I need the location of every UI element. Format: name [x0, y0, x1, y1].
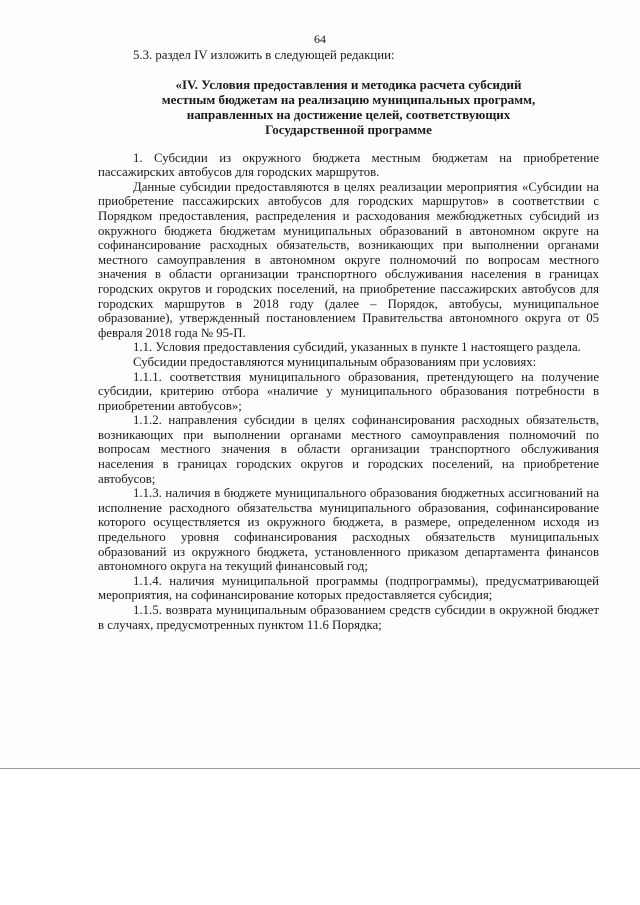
intro-line: 5.3. раздел IV изложить в следующей редакции:: [133, 48, 395, 62]
paragraph-1-1-5: 1.1.5. возврата муниципальным образованием средств субсидии в окружной бюджет в случаях, предусмотренных пунктом 11.6 Порядка;: [98, 603, 599, 632]
section-title-line: местным бюджетам на реализацию муниципальных программ,: [161, 91, 536, 107]
section-title-line: Государственной программе: [265, 121, 432, 137]
section-title-line: «IV. Условия предоставления и методика расчета субсидий: [175, 76, 522, 92]
paragraph-conditions: Субсидии предоставляются муниципальным образованиям при условиях:: [133, 354, 537, 369]
page-number: 64: [314, 32, 326, 46]
document-body: [98, 48, 599, 632]
paragraph-subsidy-purpose: Данные субсидии предоставляются в целях реализации мероприятия «Субсидии на приобретение пассажирских автобусов для городских маршрутов» в соответствии с Порядком предоставления, распределения и расходования межбюджетных субсидий из окружного бюджета бюджетам муниципальных образований в автономном округе на софинансирование расходных обязательств, возникающих при выполнении органами местного самоуправления в автономном округе полномочий по вопросам местного значения в области организации транспортного обслуживания населения в границах городских округов и городских поселений, на приобретение пассажирских автобусов для городских маршрутов в 2018 году (далее – Порядок, автобусы, муниципальное образование), утвержденный постановлением Правительства автономного округа от 05 февраля 2018 года № 95-П.: [98, 179, 599, 340]
paragraph-1-1-2: 1.1.2. направления субсидии в целях софинансирования расходных обязательств, возникающих при выполнении органами местного самоуправления полномочий по вопросам местного значения в области организации транспортного обслуживания населения в границах городских округов и городских поселений, на приобретение автобусов;: [98, 413, 599, 486]
blank-area: [0, 769, 640, 905]
section-title-line: направленных на достижение целей, соответствующих: [186, 106, 511, 122]
paragraph-1-1-4: 1.1.4. наличия муниципальной программы (подпрограммы), предусматривающей мероприятия, на софинансирование которых предоставляется субсидия;: [98, 573, 599, 603]
paragraph-1-1: 1.1. Условия предоставления субсидий, указанных в пункте 1 настоящего раздела.: [133, 340, 581, 355]
paragraph-1-1-1: 1.1.1. соответствия муниципального образования, претендующего на получение субсидии, критерию отбора «наличие у муниципального образования потребности в приобретении автобусов»;: [98, 369, 599, 413]
paragraph-1-1-3: 1.1.3. наличия в бюджете муниципального образования бюджетных ассигнований на исполнение расходного обязательства муниципального образования, софинансирование которого осуществляется из окружного бюджета, в размере, определенном исходя из предельного уровня софинансирования расходных обязательств муниципальных образований из окружного бюджета, установленного приказом департамента финансов автономного округа на текущий финансовый год;: [98, 486, 599, 574]
paragraph-1: 1. Субсидии из окружного бюджета местным бюджетам на приобретение пассажирских автобусов для городских маршрутов.: [98, 150, 599, 180]
section-title: [98, 77, 599, 137]
